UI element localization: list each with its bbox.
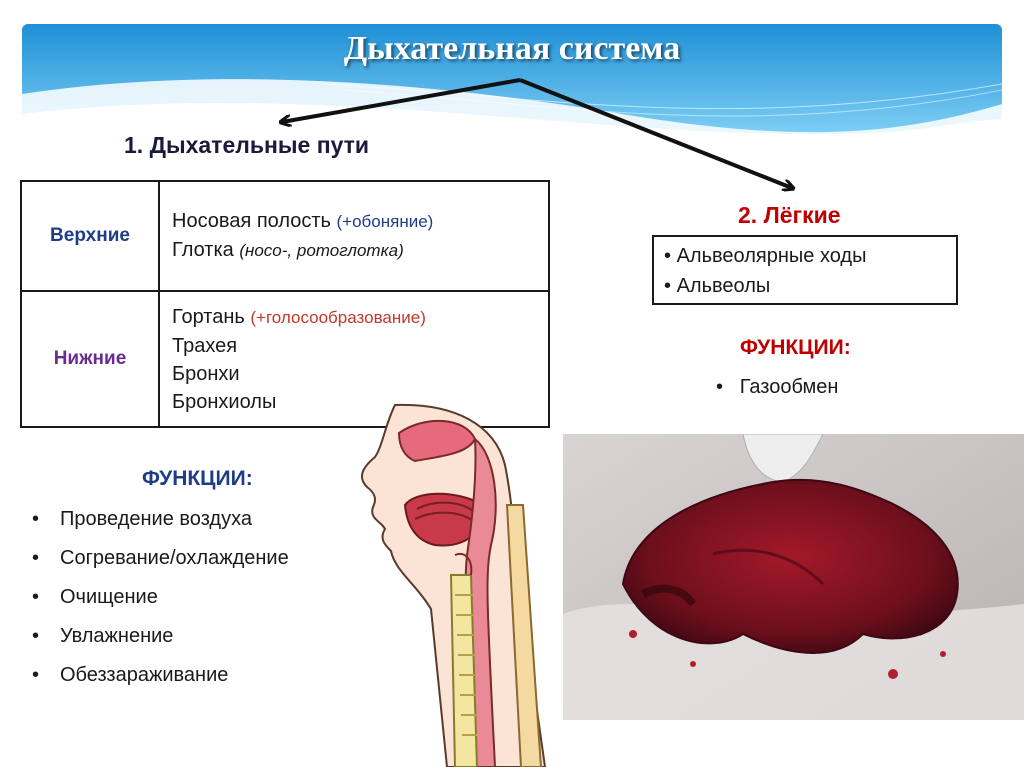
upper-airways-label: Верхние: [21, 181, 159, 291]
lungs-heading: 2. Лёгкие: [738, 202, 841, 228]
nasal-cavity-text: Носовая полость: [172, 210, 331, 232]
list-item: • Альвеолярные ходы: [664, 245, 867, 267]
upper-airways-items: [159, 181, 549, 291]
list-item: • Очищение: [32, 586, 158, 608]
lung-photo: [563, 434, 1024, 720]
airways-functions-heading: ФУНКЦИИ:: [142, 467, 253, 490]
bronchioles-text: Бронхиолы: [172, 390, 277, 413]
list-item: • Обеззараживание: [32, 664, 229, 686]
airways-functions-list: [32, 500, 289, 695]
lungs-items-box: [652, 235, 958, 305]
table-row: [21, 181, 549, 291]
head-airways-illustration: [355, 395, 555, 767]
larynx-text: Гортань: [172, 305, 245, 328]
airways-table: [20, 180, 550, 428]
bronchi-text: Бронхи: [172, 362, 240, 385]
nasal-cavity-note: (+обоняние): [336, 212, 434, 231]
pharynx-note: (носо-, ротоглотка): [239, 241, 404, 260]
page-title: Дыхательная система: [343, 30, 681, 67]
list-item: • Газообмен: [716, 376, 839, 398]
airways-heading: 1. Дыхательные пути: [124, 132, 370, 158]
list-item: • Альвеолы: [664, 275, 771, 297]
list-item: • Согревание/охлаждение: [32, 547, 289, 569]
pharynx-text: Глотка: [172, 239, 234, 261]
list-item: • Увлажнение: [32, 625, 174, 647]
list-item: • Проведение воздуха: [32, 508, 252, 530]
lower-airways-label: Нижние: [21, 291, 159, 427]
larynx-note: (+голосообразование): [250, 307, 426, 327]
trachea-text: Трахея: [172, 334, 238, 357]
lungs-functions-heading: ФУНКЦИИ:: [740, 336, 851, 359]
